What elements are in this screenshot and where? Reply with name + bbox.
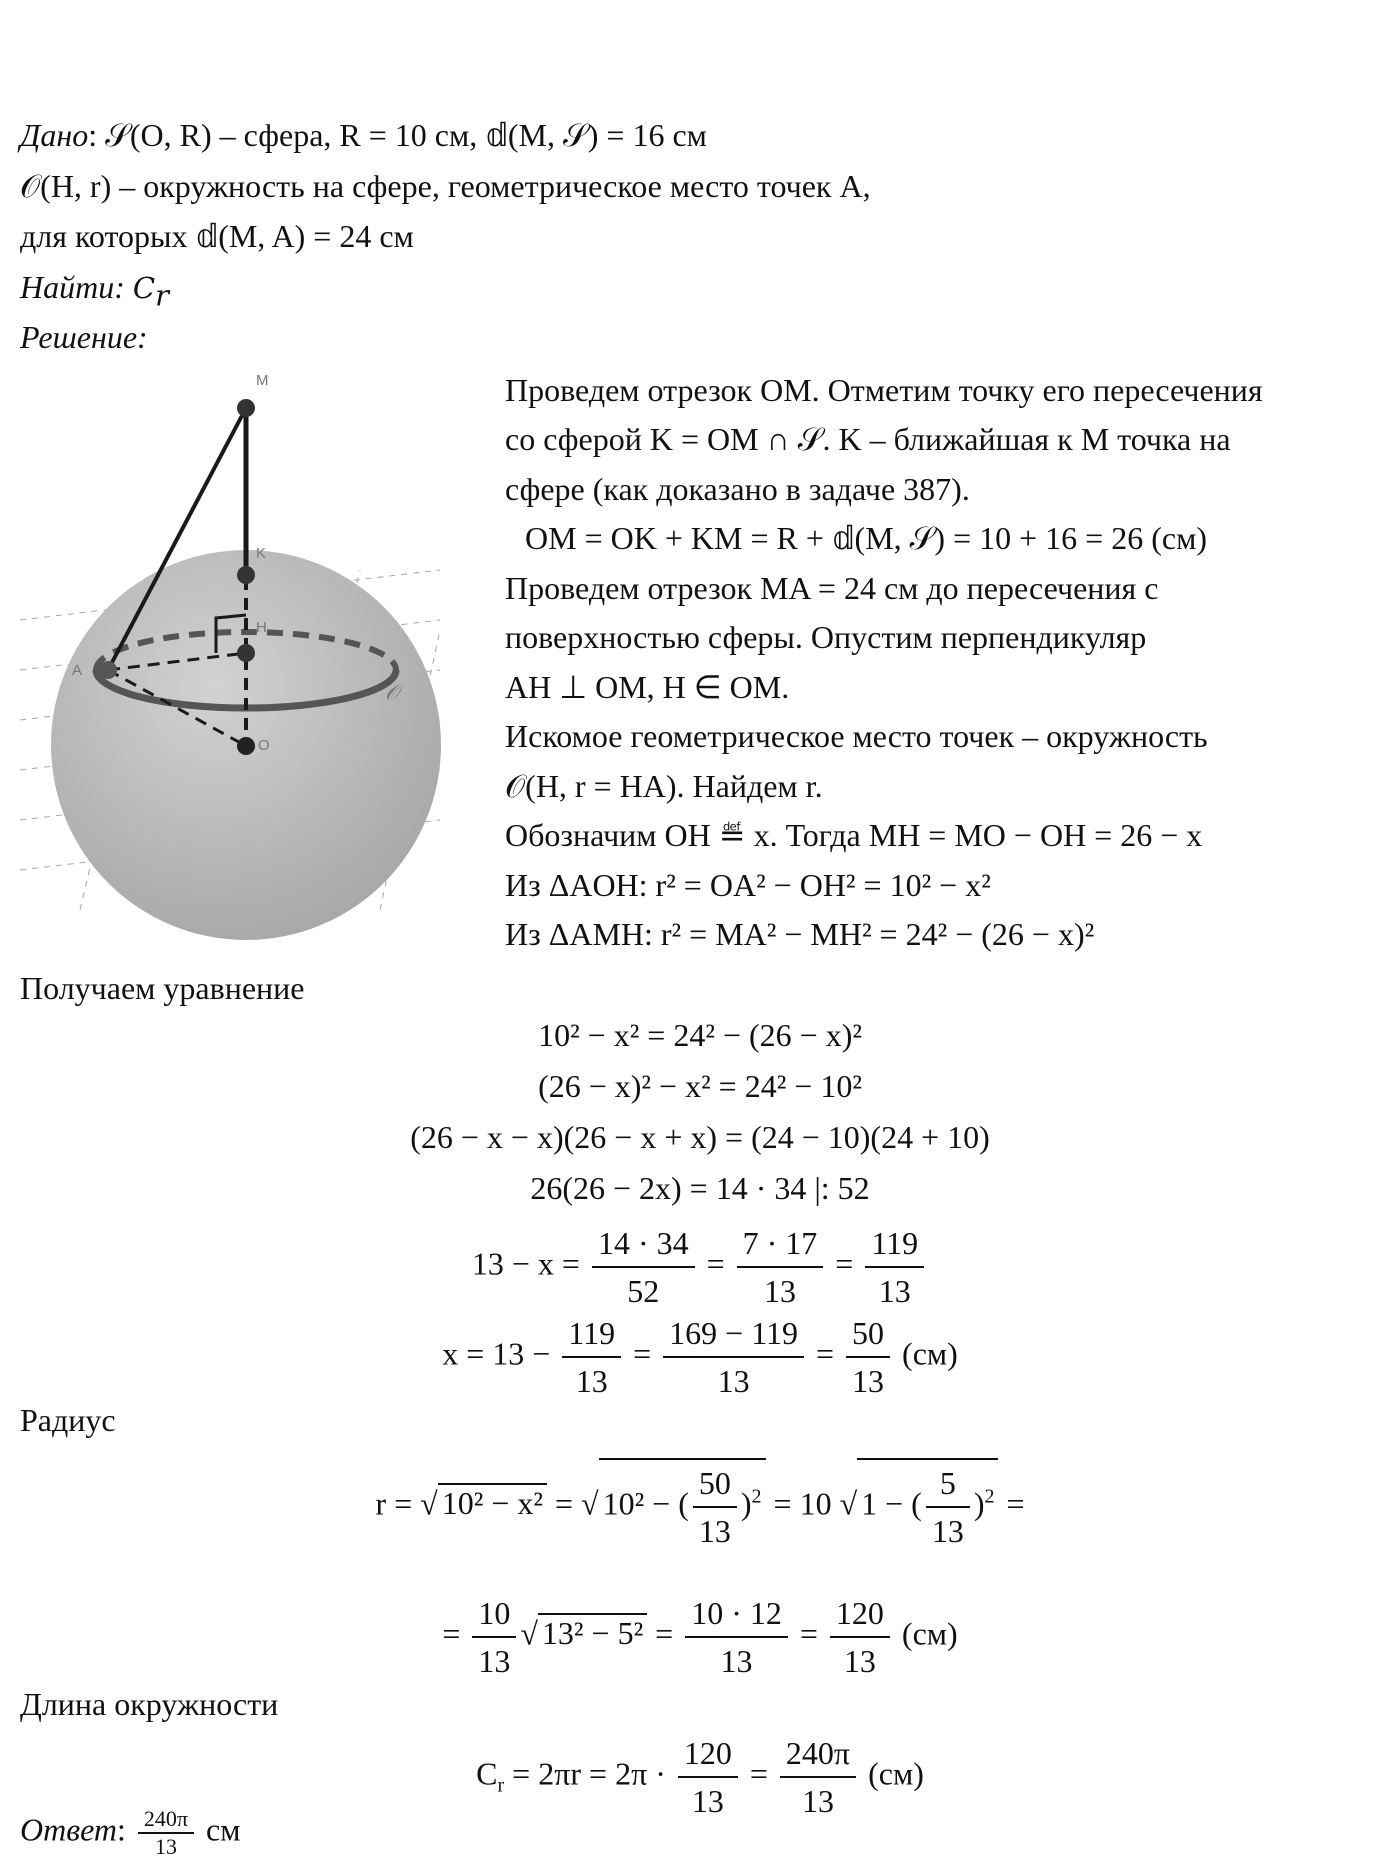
c1-frac-2: $\frac{240\pi}{13}$ [780, 1730, 856, 1824]
given-line-3: для которых 𝕕(M, A) = 24 см [20, 218, 414, 254]
right-line-6: поверхностью сферы. Опустим перпендикуляр [505, 619, 1147, 655]
right-line-11: Из ΔAOH: r² = OA² − OH² = 10² − x² [505, 867, 991, 903]
eq6-unit: (см) [902, 1335, 958, 1372]
c1-frac-1: $\frac{120}{13}$ [678, 1730, 738, 1824]
equation-5: 13 − x = $\frac{14 \cdot 34}{52}$ = $\frac{7 \cdot 17}{13}$ = $\frac{119}{13}$ [0, 1220, 1400, 1314]
given-line-1 [20, 115, 707, 155]
answer-frac: $\frac{240\pi}{13}$ [138, 1806, 194, 1860]
right-line-10: Обозначим OH ≝ x. Тогда MH = MO − OH = 26 − x [505, 817, 1203, 853]
point-M [237, 399, 255, 417]
radius-eq-1: r = √ 10² − x² = √ 10² − ( $\frac{50}{13}$ )$^2$ = 10 √ 1 − ( $\frac{5}{13}$ )$^2$ = [0, 1458, 1400, 1554]
eq5-frac-2: $\frac{7 \cdot 17}{13}$ [737, 1220, 824, 1314]
eq5-frac-3: $\frac{119}{13}$ [865, 1220, 924, 1314]
given-text-1: : 𝒮(O, R) – сфера, R = 10 см, 𝕕(M, 𝒮) = 16 см [88, 117, 707, 153]
label-circle: 𝒪 [385, 680, 399, 705]
eq5-frac-1: $\frac{14 \cdot 34}{52}$ [592, 1220, 695, 1314]
r1-end: = [1006, 1485, 1025, 1522]
point-A [99, 661, 117, 679]
given-line-2: 𝒪(H, r) – окружность на сфере, геометрическое место точек A, [20, 168, 871, 204]
find-sub: r [155, 278, 169, 313]
equation-4: 26(26 − 2x) = 14 · 34 |: 52 [530, 1170, 870, 1206]
label-H: H [256, 619, 267, 636]
right-line-4: OM = OK + KM = R + 𝕕(M, 𝒮) = 10 + 16 = 26 (см) [525, 520, 1207, 556]
equation-6: x = 13 − $\frac{119}{13}$ = $\frac{169 - 119}{13}$ = $\frac{50}{13}$ (см) [0, 1310, 1400, 1404]
eq6-frac-1: $\frac{119}{13}$ [562, 1310, 621, 1404]
length-eq: $C_r = 2\pi r = 2\pi$ · $\frac{120}{13}$ = $\frac{240\pi}{13}$ (см) [0, 1730, 1400, 1824]
c1-mid: = 2πr = 2π · [512, 1755, 666, 1792]
label-O: O [258, 737, 270, 754]
answer-line: Ответ: $\frac{240\pi}{13}$ см [20, 1806, 241, 1859]
answer-unit: см [206, 1811, 241, 1848]
equation-3: (26 − x − x)(26 − x + x) = (24 − 10)(24 + 10) [410, 1119, 990, 1155]
r2-frac-1: $\frac{10}{13}$ [472, 1590, 516, 1684]
equation-2: (26 − x)² − x² = 24² − 10² [538, 1068, 862, 1104]
r2-frac-2: $\frac{10 \cdot 12}{13}$ [685, 1590, 788, 1684]
right-line-1: Проведем отрезок OM. Отметим точку его пересечения [505, 372, 1263, 408]
r1-radicand-3: 1 − ( $\frac{5}{13}$ )$^2$ [857, 1458, 998, 1554]
sphere-figure [20, 370, 460, 940]
given-label: Дано [20, 117, 89, 153]
point-H [237, 644, 255, 662]
r2-unit: (см) [901, 1615, 958, 1652]
equation-label: Получаем уравнение [20, 970, 305, 1006]
point-O [237, 737, 255, 755]
right-line-8: Искомое геометрическое место точек – окружность [505, 718, 1208, 754]
label-M: M [256, 372, 269, 389]
radius-label: Радиус [20, 1402, 116, 1438]
c1-unit: (см) [868, 1755, 924, 1792]
solution-label: Решение: [20, 319, 148, 355]
r1-radicand-1: 10² − x² [438, 1483, 547, 1522]
right-line-12: Из ΔAMH: r² = MA² − MH² = 24² − (26 − x)² [505, 916, 1095, 952]
eq6-frac-3: $\frac{50}{13}$ [846, 1310, 890, 1404]
label-A: A [72, 662, 83, 679]
r2-radicand: 13² − 5² [538, 1613, 647, 1652]
eq5-lhs: 13 − x = [471, 1245, 580, 1282]
find-value: C [132, 271, 156, 305]
r1-lhs: r = [375, 1485, 413, 1522]
eq6-frac-2: $\frac{169 - 119}{13}$ [663, 1310, 804, 1404]
length-label: Длина окружности [20, 1686, 279, 1722]
find-line [20, 267, 169, 315]
right-line-5: Проведем отрезок MA = 24 см до пересечения с [505, 570, 1159, 606]
r1-radicand-2: 10² − ( $\frac{50}{13}$ )$^2$ [599, 1458, 766, 1554]
label-K: K [256, 545, 267, 562]
point-K [237, 566, 255, 584]
r1-mid: = 10 [773, 1485, 832, 1522]
answer-label: Ответ [20, 1811, 117, 1848]
c1-lhs: C [476, 1755, 498, 1792]
right-line-2: со сферой K = OM ∩ 𝒮. K – ближайшая к M точка на [505, 421, 1231, 457]
r2-lhs: = [442, 1615, 461, 1652]
r2-frac-3: $\frac{120}{13}$ [830, 1590, 890, 1684]
equation-1: 10² − x² = 24² − (26 − x)² [538, 1017, 862, 1053]
eq6-lhs: x = 13 − [442, 1335, 551, 1372]
right-line-3: сфере (как доказано в задаче 387). [505, 471, 970, 507]
radius-eq-2: = $\frac{10}{13}$ √ 13² − 5² = $\frac{10 \cdot 12}{13}$ = $\frac{120}{13}$ (см) [0, 1590, 1400, 1684]
find-label: Найти: [20, 269, 133, 305]
right-line-7: AH ⊥ OM, H ∈ OM. [505, 669, 790, 705]
right-line-9: 𝒪(H, r = HA). Найдем r. [505, 768, 823, 804]
c1-sub: r [497, 1774, 505, 1797]
